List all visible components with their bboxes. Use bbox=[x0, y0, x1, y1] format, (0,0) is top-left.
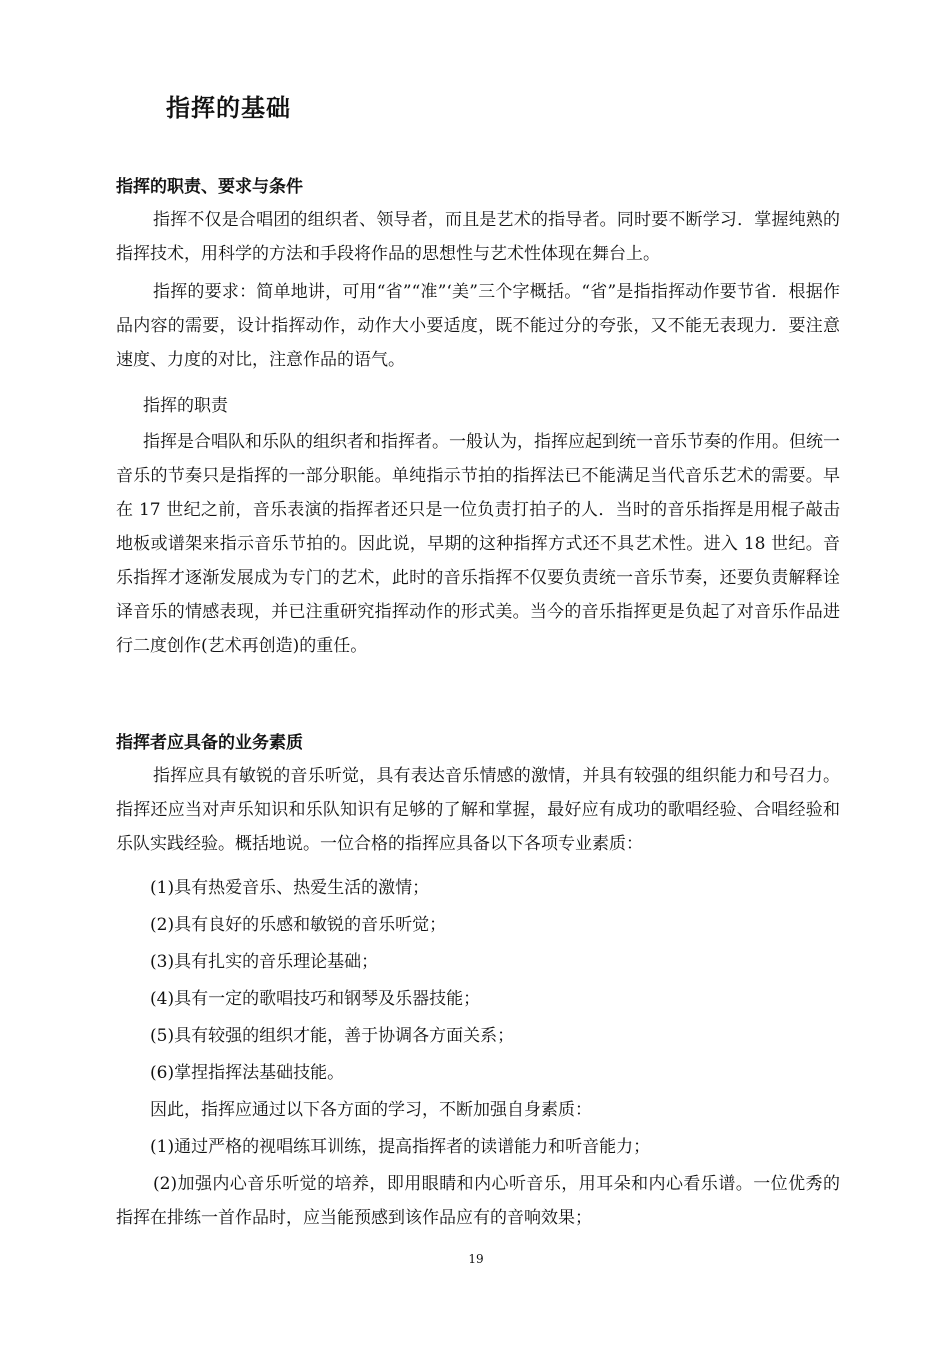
section-heading-qualities: 指挥者应具备的业务素质 bbox=[116, 733, 303, 753]
list-item: (1)具有热爱音乐、热爱生活的激情； bbox=[150, 878, 430, 898]
list-item: (5)具有较强的组织才能，善于协调各方面关系； bbox=[150, 1026, 515, 1046]
list-item: (1)通过严格的视唱练耳训练，提高指挥者的读谱能力和听音能力； bbox=[150, 1137, 651, 1157]
list-item: (3)具有扎实的音乐理论基础； bbox=[150, 952, 379, 972]
paragraph: 指挥应具有敏锐的音乐听觉，具有表达音乐情感的激情，并具有较强的组织能力和号召力。指挥还应当对声乐知识和乐队知识有足够的了解和掌握，最好应有成功的歌唱经验、合唱经验和乐队实践经验。概括地说。一位合格的指挥应具备以下各项专业素质： bbox=[116, 766, 840, 854]
list-item: (6)掌捏指挥法基础技能。 bbox=[150, 1063, 345, 1083]
paragraph: 指挥的要求：简单地讲，可用“省”“准”‘美”三个字概括。“省”是指指挥动作要节省．根据作品内容的需要，设计指挥动作，动作大小要适度，既不能过分的夸张，又不能无表现力．要注意速度、力度的对比，注意作品的语气。 bbox=[116, 282, 840, 370]
list-item: (2)加强内心音乐听觉的培养，即用眼睛和内心听音乐，用耳朵和内心看乐谱。一位优秀的指挥在排练一首作品时，应当能预感到该作品应有的音响效果； bbox=[116, 1174, 840, 1228]
list-item: (4)具有一定的歌唱技巧和钢琴及乐器技能； bbox=[150, 989, 481, 1009]
paragraph: 指挥不仅是合唱团的组织者、领导者，而且是艺术的指导者。同时要不断学习．掌握纯熟的指挥技术，用科学的方法和手段将作品的思想性与艺术性体现在舞台上。 bbox=[116, 210, 840, 264]
section-heading-duties: 指挥的职责、要求与条件 bbox=[116, 177, 303, 197]
list-item: (2)具有良好的乐感和敏锐的音乐听觉； bbox=[150, 915, 447, 935]
page-number: 19 bbox=[468, 1252, 484, 1266]
paragraph: 因此，指挥应通过以下各方面的学习，不断加强自身素质： bbox=[150, 1100, 592, 1120]
paragraph: 指挥是合唱队和乐队的组织者和指挥者。一般认为，指挥应起到统一音乐节奏的作用。但统一音乐的节奏只是指挥的一部分职能。单纯指示节拍的指挥法已不能满足当代音乐艺术的需要。早在 17 世纪之前，音乐表演的指挥者还只是一位负责打拍子的人．当时的音乐指挥是用棍子敲击地板或谱架来指示音乐节拍的。因此说，早期的这种指挥方式还不具艺术性。进入 18 世纪。音乐指挥才逐渐发展成为专门的艺术，此时的音乐指挥不仅要负责统一音乐节奏，还要负责解释诠译音乐的情感表现，并已注重研究指挥动作的形式美。当今的音乐指挥更是负起了对音乐作品进行二度创作(艺术再创造)的重任。 bbox=[116, 432, 840, 656]
page-title: 指挥的基础 bbox=[166, 94, 291, 122]
subheading-duties: 指挥的职责 bbox=[143, 396, 228, 416]
